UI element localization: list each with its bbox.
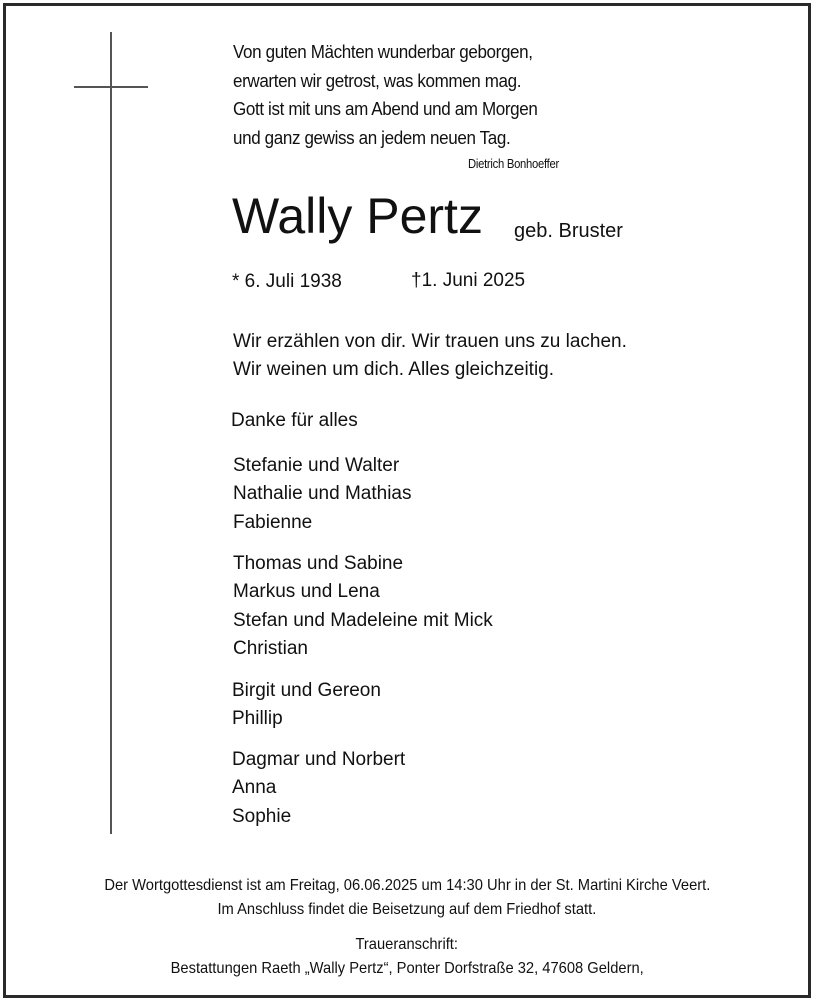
address-label: Traueranschrift: — [355, 936, 459, 953]
poem-line: Von guten Mächten wunderbar geborgen, — [233, 41, 533, 62]
poem-line: Gott ist mit uns am Abend und am Morgen — [233, 98, 538, 119]
mourner-line: Stefanie und Walter — [233, 455, 400, 476]
poem-author: Dietrich Bonhoeffer — [468, 157, 559, 171]
memorial-quote — [233, 328, 627, 384]
poem — [233, 38, 537, 152]
poem-line: und ganz gewiss an jedem neuen Tag. — [233, 126, 511, 148]
mourner-group — [233, 452, 412, 537]
maiden-name: geb. Bruster — [514, 220, 623, 242]
quote-line: Wir erzählen von dir. Wir trauen uns zu lachen. — [233, 331, 627, 352]
mourner-line: Phillip — [232, 708, 283, 730]
mourner-line: Birgit und Gereon — [232, 680, 381, 701]
cross-icon-horizontal — [74, 86, 148, 88]
cross-icon-vertical — [110, 32, 112, 834]
mourner-line: Markus und Lena — [233, 581, 380, 603]
address-line: Bestattungen Raeth „Wally Pertz“, Ponter Dorfstraße 32, 47608 Geldern, — [170, 960, 644, 977]
dagger-icon: † — [411, 270, 422, 291]
deceased-name: Wally Pertz — [232, 188, 483, 244]
service-info — [0, 872, 814, 924]
mourning-address — [0, 931, 814, 983]
service-line: Der Wortgottesdienst ist am Freitag, 06.06.2025 um 14:30 Uhr in der St. Martini Kirche Veert. — [104, 877, 710, 894]
mourner-group — [232, 677, 381, 734]
mourner-line: Nathalie und Mathias — [233, 483, 412, 505]
death-date — [411, 270, 525, 292]
quote-line: Wir weinen um dich. Alles gleichzeitig. — [233, 359, 555, 380]
death-date-text: 1. Juni 2025 — [421, 270, 526, 291]
mourner-line: Stefan und Madeleine mit Mick — [233, 609, 493, 631]
service-line: Im Anschluss findet die Beisetzung auf dem Friedhof statt. — [217, 901, 597, 918]
thanks-text: Danke für alles — [231, 410, 358, 431]
mourner-line: Thomas und Sabine — [233, 553, 404, 574]
mourner-line: Christian — [233, 637, 308, 659]
birth-date: * 6. Juli 1938 — [232, 271, 342, 292]
mourner-line: Dagmar und Norbert — [232, 749, 406, 770]
mourner-line: Fabienne — [233, 511, 313, 533]
poem-line: erwarten wir getrost, was kommen mag. — [233, 69, 522, 91]
mourner-line: Anna — [232, 777, 277, 799]
mourner-group — [232, 746, 405, 831]
mourner-group — [233, 550, 493, 663]
mourner-line: Sophie — [232, 805, 292, 827]
